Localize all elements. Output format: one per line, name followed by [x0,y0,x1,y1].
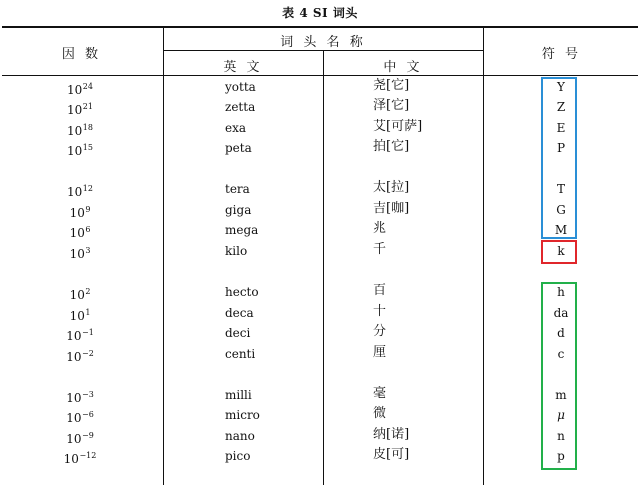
chinese-name-cell: 泽[它] [373,98,410,113]
factor-base: 10 [67,185,83,199]
factor-cell [0,347,160,364]
factor-cell [0,182,160,199]
symbol-cell: p [557,449,565,463]
header-symbol: 符 号 [541,47,582,62]
factor-exponent: −1 [81,328,94,337]
symbol-cell: k [557,244,565,258]
chinese-name-cell: 皮[可] [373,447,410,462]
symbol-cell: da [553,306,569,320]
factor-cell [0,80,160,97]
chinese-name-cell: 厘 [373,345,387,360]
factor-exponent: −3 [81,390,94,399]
column-divider [483,27,484,485]
english-name-cell: kilo [225,244,248,258]
chinese-name-cell: 拍[它] [373,139,410,154]
symbol-cell: n [557,429,565,443]
symbol-cell: c [557,347,565,361]
factor-exponent: −9 [81,431,94,440]
factor-base: 10 [67,103,83,117]
factor-cell [0,408,160,425]
factor-base: 10 [67,144,83,158]
english-name-cell: peta [225,141,252,155]
symbol-cell: μ [557,408,565,422]
chinese-name-cell: 太[拉] [373,180,410,195]
header-bottom-rule [2,75,638,76]
factor-cell [0,244,160,261]
factor-cell [0,100,160,117]
factor-cell [0,285,160,302]
factor-cell [0,306,160,323]
factor-base: 10 [69,288,85,302]
symbol-cell: h [557,285,565,299]
symbol-cell: M [554,223,568,237]
factor-exponent: 18 [82,123,93,132]
chinese-name-cell: 纳[诺] [373,427,410,442]
header-english: 英 文 [223,60,263,75]
factor-exponent: 12 [82,184,93,193]
factor-base: 10 [69,226,85,240]
factor-exponent: −6 [81,410,94,419]
header-factor: 因 数 [61,47,102,62]
factor-exponent: −2 [81,349,94,358]
english-name-cell: giga [225,203,252,217]
factor-exponent: 3 [85,246,91,255]
factor-cell [0,223,160,240]
factor-base: 10 [66,329,82,343]
symbol-cell: m [555,388,567,402]
chinese-name-cell: 十 [373,304,387,319]
factor-cell [0,449,160,466]
factor-exponent: 2 [85,287,91,296]
factor-base: 10 [63,452,79,466]
symbol-cell: d [557,326,565,340]
english-name-cell: yotta [225,80,256,94]
symbol-cell: P [556,141,566,155]
factor-cell [0,326,160,343]
factor-cell [0,203,160,220]
factor-cell [0,121,160,138]
symbol-cell: T [556,182,565,196]
chinese-name-cell: 兆 [373,221,387,236]
english-name-cell: milli [225,388,252,402]
symbol-cell: Z [556,100,566,114]
factor-exponent: −12 [79,451,97,460]
column-divider [323,51,324,485]
factor-exponent: 21 [82,102,93,111]
factor-base: 10 [67,83,83,97]
english-name-cell: pico [225,449,251,463]
chinese-name-cell: 分 [373,324,387,339]
chinese-name-cell: 微 [373,406,387,421]
factor-exponent: 15 [82,143,93,152]
symbol-cell: G [556,203,566,217]
english-name-cell: exa [225,121,247,135]
chinese-name-cell: 艾[可萨] [373,119,423,134]
symbol-cell: Y [557,80,565,94]
factor-exponent: 1 [85,308,91,317]
factor-base: 10 [69,206,85,220]
column-divider [163,27,164,485]
header-chinese: 中 文 [383,60,423,75]
factor-base: 10 [66,391,82,405]
factor-base: 10 [67,124,83,138]
factor-cell [0,141,160,158]
factor-exponent: 6 [85,225,91,234]
english-name-cell: mega [225,223,259,237]
english-name-cell: nano [225,429,255,443]
english-name-cell: deca [225,306,254,320]
chinese-name-cell: 吉[咖] [373,201,410,216]
chinese-name-cell: 毫 [373,386,387,401]
english-name-cell: hecto [225,285,259,299]
factor-cell [0,388,160,405]
english-name-cell: zetta [225,100,256,114]
factor-base: 10 [69,247,85,261]
english-name-cell: deci [225,326,251,340]
factor-exponent: 9 [85,205,91,214]
factor-cell [0,429,160,446]
chinese-name-cell: 尧[它] [373,78,410,93]
factor-exponent: 24 [82,82,93,91]
factor-base: 10 [66,432,82,446]
factor-base: 10 [69,309,85,323]
table-top-rule [2,26,638,28]
symbol-cell: E [556,121,566,135]
chinese-name-cell: 百 [373,283,387,298]
factor-base: 10 [66,411,82,425]
english-name-cell: tera [225,182,250,196]
chinese-name-cell: 千 [373,242,387,257]
header-prefix-name: 词 头 名 称 [280,35,366,50]
english-name-cell: centi [225,347,256,361]
english-name-cell: micro [225,408,260,422]
factor-base: 10 [66,350,82,364]
table-caption: 表 4 SI 词头 [282,6,358,20]
